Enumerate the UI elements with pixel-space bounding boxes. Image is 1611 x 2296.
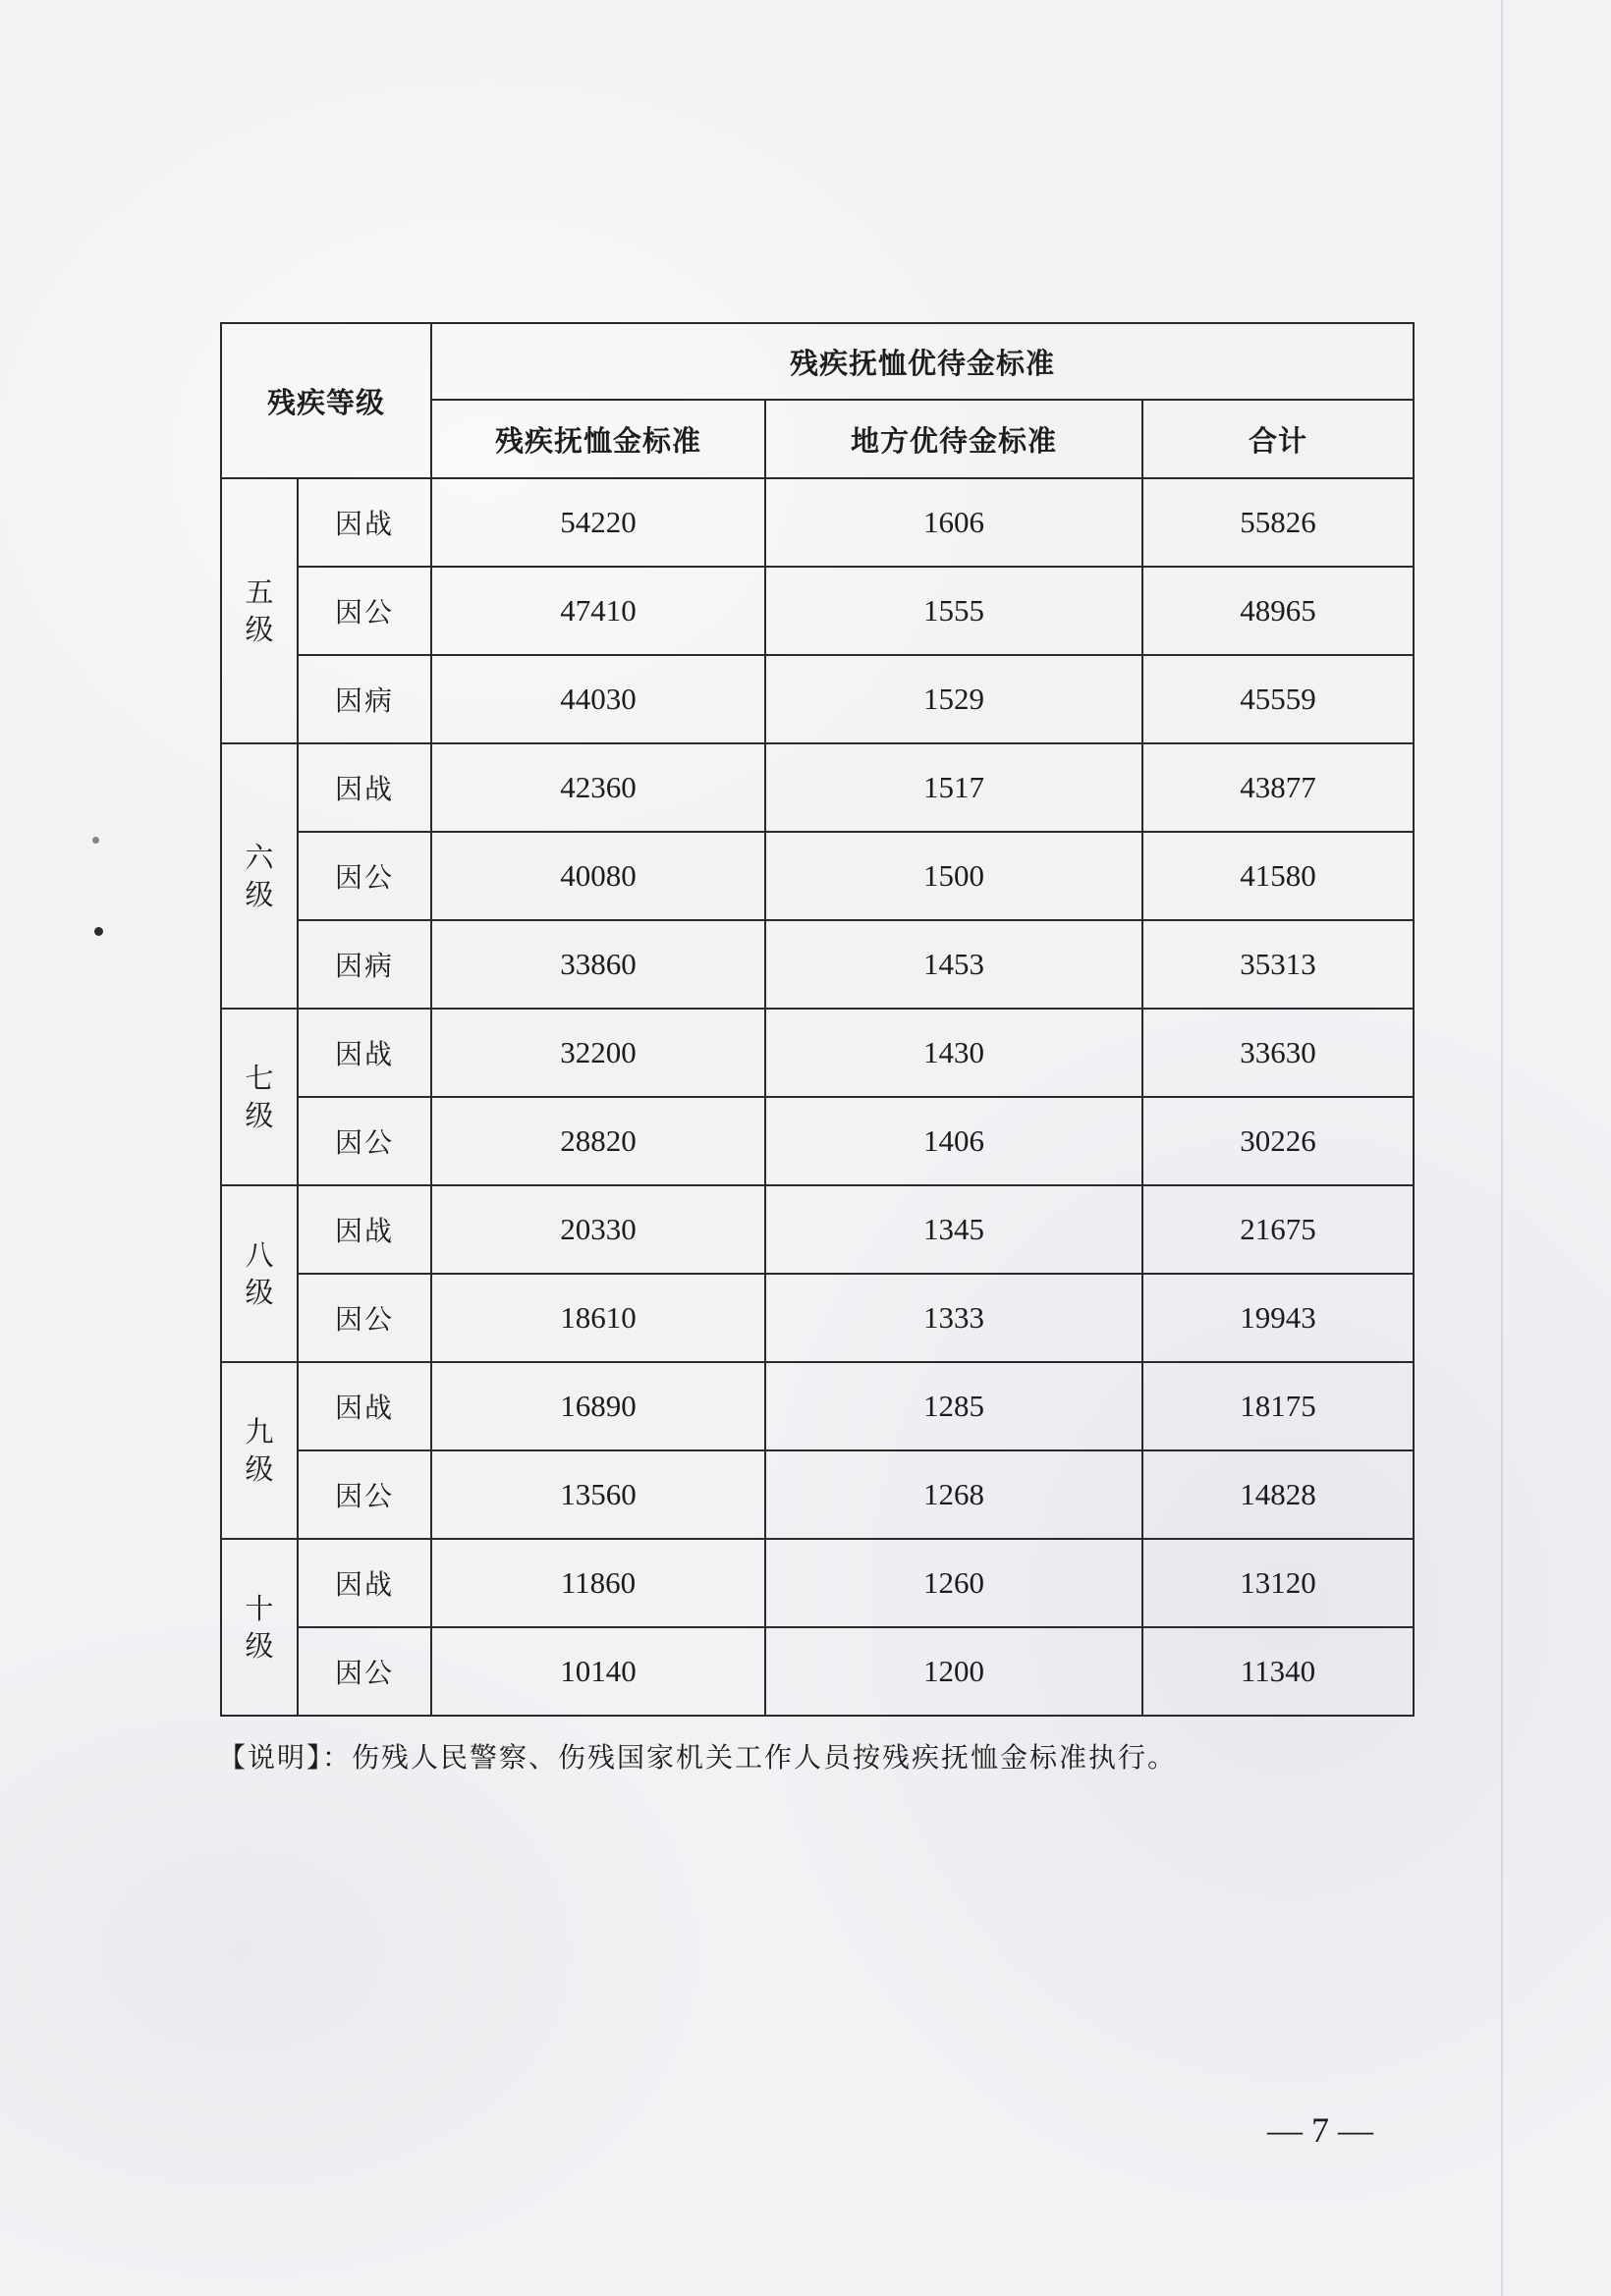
grade-label-char: 级 [245,1276,274,1309]
total-cell: 48965 [1142,567,1414,655]
total-cell: 35313 [1142,920,1414,1009]
cause-cell: 因病 [298,920,431,1009]
local-subsidy-cell: 1606 [765,478,1142,567]
pension-cell: 42360 [431,743,765,832]
grade-label-char: 九 [245,1415,274,1449]
grade-label-char: 五 [245,575,274,609]
cause-cell: 因战 [298,1539,431,1627]
table-note: 【说明】：伤残人民警察、伤残国家机关工作人员按残疾抚恤金标准执行。 [218,1741,1178,1774]
total-cell: 21675 [1142,1185,1414,1274]
total-cell: 30226 [1142,1097,1414,1185]
table-row [221,1274,1414,1362]
table-row [221,920,1414,1009]
page-number: — 7 — [1267,2110,1373,2150]
header-grade: 残疾等级 [221,323,431,478]
local-subsidy-cell: 1430 [765,1009,1142,1097]
grade-label-char: 级 [245,1629,274,1663]
local-subsidy-cell: 1453 [765,920,1142,1009]
table-row [221,1627,1414,1716]
grade-label-char: 十 [245,1592,274,1625]
local-subsidy-cell: 1406 [765,1097,1142,1185]
grade-label-cell [221,478,298,743]
pension-cell: 44030 [431,655,765,743]
cause-cell: 因公 [298,832,431,920]
grade-label-char: 七 [245,1062,274,1095]
grade-label-char: 六 [245,841,274,874]
table-row [221,1097,1414,1185]
pension-cell: 47410 [431,567,765,655]
pension-cell: 10140 [431,1627,765,1716]
grade-label-cell [221,1362,298,1539]
table-row [221,1539,1414,1627]
total-cell: 13120 [1142,1539,1414,1627]
total-cell: 19943 [1142,1274,1414,1362]
local-subsidy-cell: 1333 [765,1274,1142,1362]
cause-cell: 因战 [298,1009,431,1097]
table-body [221,323,1414,1716]
local-subsidy-cell: 1268 [765,1450,1142,1539]
pension-cell: 33860 [431,920,765,1009]
cause-cell: 因公 [298,1097,431,1185]
total-cell: 45559 [1142,655,1414,743]
total-cell: 33630 [1142,1009,1414,1097]
header-local-subsidy: 地方优待金标准 [765,400,1142,478]
pension-standards-table [220,322,1415,1717]
pension-table-wrapper [220,322,1413,1717]
pension-cell: 28820 [431,1097,765,1185]
cause-cell: 因公 [298,1274,431,1362]
cause-cell: 因战 [298,743,431,832]
table-row [221,1450,1414,1539]
grade-label-char: 八 [245,1238,274,1272]
pension-cell: 13560 [431,1450,765,1539]
cause-cell: 因公 [298,567,431,655]
table-row [221,1009,1414,1097]
pension-cell: 40080 [431,832,765,920]
header-group: 残疾抚恤优待金标准 [431,323,1414,400]
cause-cell: 因战 [298,1185,431,1274]
cause-cell: 因公 [298,1450,431,1539]
total-cell: 18175 [1142,1362,1414,1450]
grade-label-char: 级 [245,1099,274,1132]
cause-cell: 因战 [298,478,431,567]
total-cell: 43877 [1142,743,1414,832]
local-subsidy-cell: 1285 [765,1362,1142,1450]
header-total: 合计 [1142,400,1414,478]
scan-speck [94,927,103,936]
table-row [221,1185,1414,1274]
local-subsidy-cell: 1529 [765,655,1142,743]
table-row [221,478,1414,567]
table-row [221,1362,1414,1450]
pension-cell: 18610 [431,1274,765,1362]
table-row [221,832,1414,920]
total-cell: 55826 [1142,478,1414,567]
grade-label-cell [221,743,298,1009]
scan-speck [92,837,99,844]
total-cell: 41580 [1142,832,1414,920]
table-row [221,655,1414,743]
local-subsidy-cell: 1260 [765,1539,1142,1627]
local-subsidy-cell: 1345 [765,1185,1142,1274]
grade-label-cell [221,1009,298,1185]
pension-cell: 11860 [431,1539,765,1627]
header-row-1 [221,323,1414,400]
pension-cell: 16890 [431,1362,765,1450]
table-row [221,567,1414,655]
local-subsidy-cell: 1555 [765,567,1142,655]
pension-cell: 54220 [431,478,765,567]
grade-label-char: 级 [245,1452,274,1486]
grade-label-char: 级 [245,613,274,646]
cause-cell: 因病 [298,655,431,743]
scan-fold-line [1501,0,1503,2296]
cause-cell: 因公 [298,1627,431,1716]
local-subsidy-cell: 1517 [765,743,1142,832]
local-subsidy-cell: 1200 [765,1627,1142,1716]
pension-cell: 20330 [431,1185,765,1274]
table-row [221,743,1414,832]
grade-label-char: 级 [245,878,274,911]
grade-label-cell [221,1185,298,1362]
total-cell: 14828 [1142,1450,1414,1539]
grade-label-cell [221,1539,298,1716]
cause-cell: 因战 [298,1362,431,1450]
pension-cell: 32200 [431,1009,765,1097]
total-cell: 11340 [1142,1627,1414,1716]
local-subsidy-cell: 1500 [765,832,1142,920]
header-pension: 残疾抚恤金标准 [431,400,765,478]
